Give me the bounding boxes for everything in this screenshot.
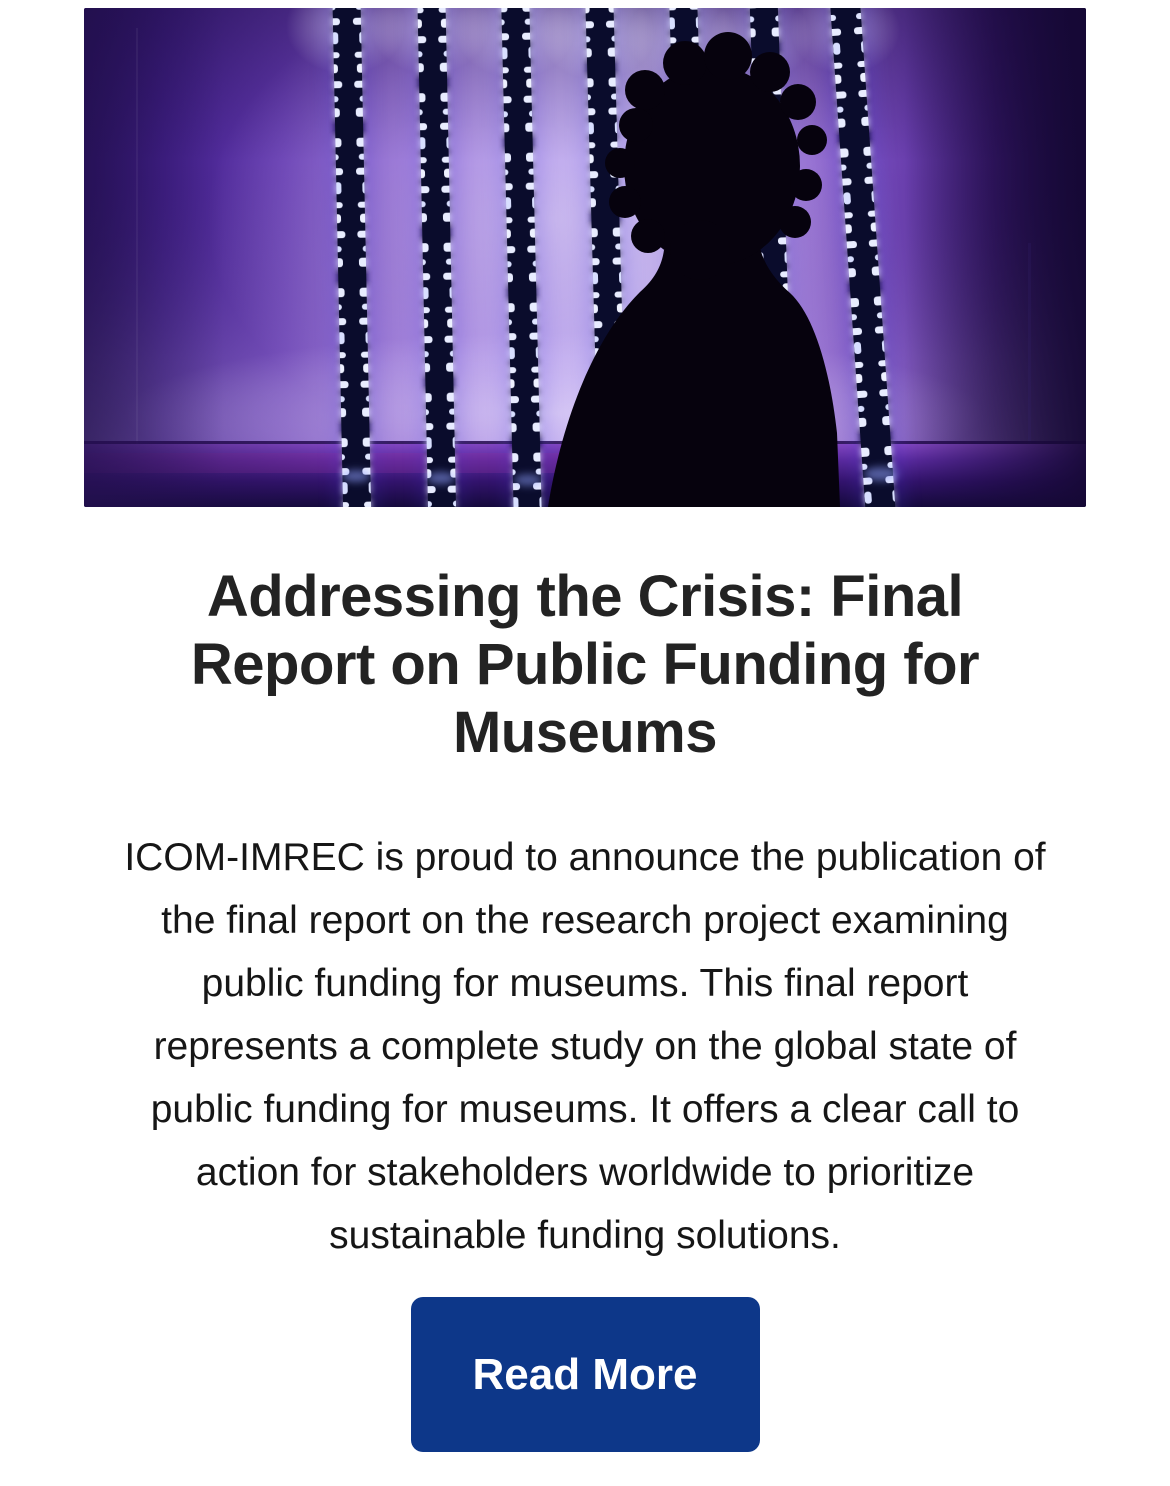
text-line: sustainable funding solutions. bbox=[329, 1214, 841, 1257]
text-line: Museums bbox=[452, 700, 717, 765]
text-line: public funding for museums. It offers a clear call to bbox=[150, 1088, 1020, 1131]
button-row bbox=[0, 1297, 1170, 1452]
hero-image bbox=[84, 8, 1086, 507]
text-line: action for stakeholders worldwide to prioritize bbox=[195, 1151, 975, 1194]
left-shadow bbox=[84, 8, 224, 507]
text-line: represents a complete study on the global state of bbox=[153, 1025, 1017, 1068]
text-line: ICOM-IMREC is proud to announce the publication of bbox=[124, 836, 1046, 879]
text-line: public funding for museums. This final report bbox=[201, 962, 969, 1005]
right-shadow bbox=[904, 8, 1086, 507]
text-line: the final report on the research project examining bbox=[161, 899, 1009, 942]
article-body bbox=[64, 826, 1106, 1267]
article-title bbox=[60, 563, 1110, 767]
text-line: Report on Public Funding for bbox=[190, 632, 980, 697]
hero-photo-art bbox=[84, 8, 1086, 507]
read-more-button[interactable]: Read More bbox=[411, 1297, 760, 1452]
text-line: Addressing the Crisis: Final bbox=[206, 564, 964, 629]
